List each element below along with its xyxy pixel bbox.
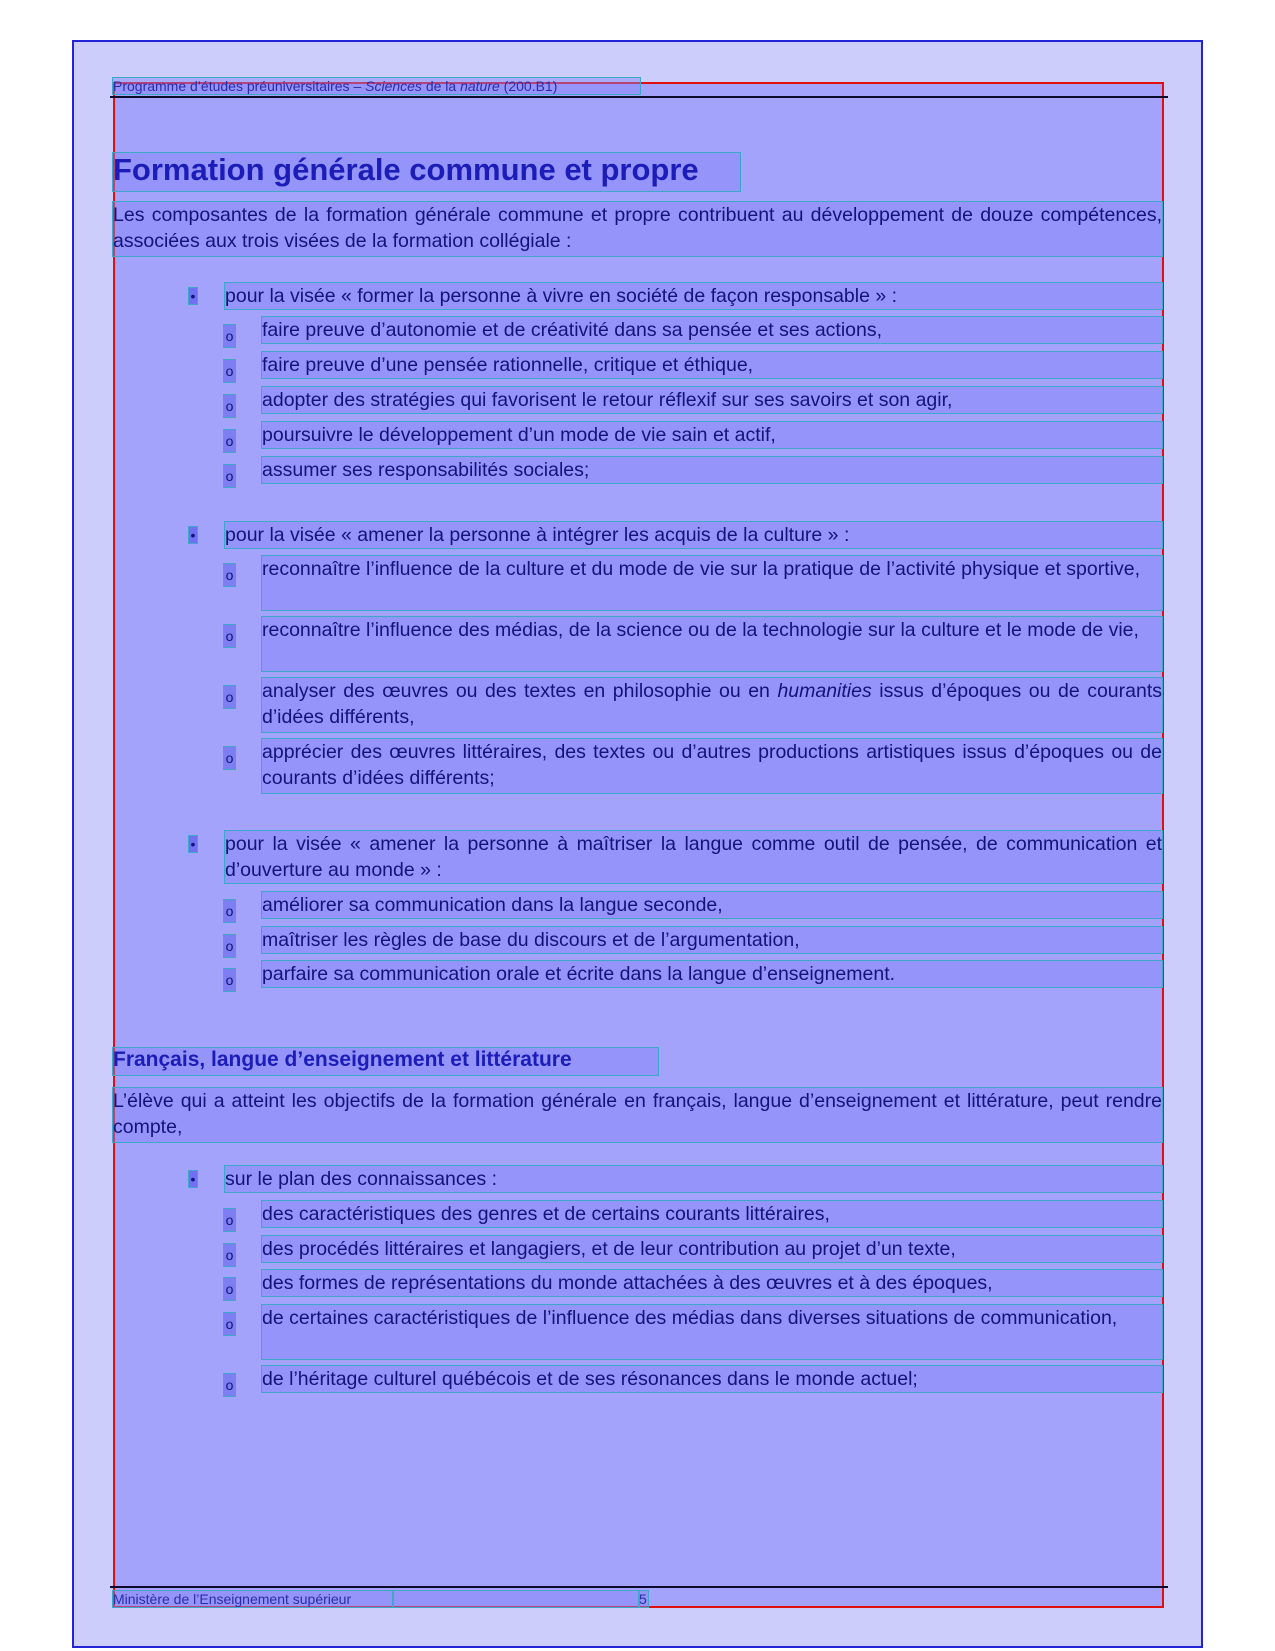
sub-bullet-icon: o — [224, 1244, 235, 1266]
list-item: des procédés littéraires et langagiers, et de leur contribution au projet d’un texte, — [262, 1236, 1162, 1262]
section-intro: Les composantes de la formation générale commune et propre contribuent au développement de douze compétences, associées aux trois visées de la formation collégiale : — [113, 202, 1162, 256]
list-item: des caractéristiques des genres et de certains courants littéraires, — [262, 1201, 1162, 1227]
header-italic2: nature — [460, 78, 500, 94]
bullet-icon: • — [190, 836, 196, 852]
list-item: améliorer sa communication dans la langue seconde, — [262, 892, 1162, 918]
sub-bullet-icon: o — [224, 465, 235, 487]
sub-bullet-icon: o — [224, 1278, 235, 1300]
list-item: apprécier des œuvres littéraires, des textes ou d’autres productions artistiques issus d’époques ou de courants d’idées différents; — [262, 739, 1162, 793]
sub-bullet-icon: o — [224, 325, 235, 347]
footer-ministry: Ministère de l’Enseignement supérieur — [113, 1591, 393, 1607]
subsection-title: Français, langue d’enseignement et littérature — [113, 1048, 658, 1075]
header-italic: Sciences — [365, 78, 422, 94]
sub-bullet-icon: o — [224, 969, 235, 991]
bullet-icon: • — [190, 527, 196, 543]
list-item: de certaines caractéristiques de l’influence des médias dans diverses situations de communication, — [262, 1305, 1162, 1359]
header-suffix: (200.B1) — [499, 78, 558, 94]
list-item: analyser des œuvres ou des textes en philosophie ou en humanities issus d’époques ou de courants d’idées différents, — [262, 678, 1162, 732]
list-item: assumer ses responsabilités sociales; — [262, 457, 1162, 483]
list-item: faire preuve d’autonomie et de créativité dans sa pensée et ses actions, — [262, 317, 1162, 343]
list-item: reconnaître l’influence de la culture et du mode de vie sur la pratique de l’activité physique et sportive, — [262, 556, 1162, 610]
sub-bullet-icon: o — [224, 686, 235, 708]
sub-bullet-icon: o — [224, 395, 235, 417]
list-item: maîtriser les règles de base du discours et de l’argumentation, — [262, 927, 1162, 953]
bullet-icon: • — [190, 288, 196, 304]
list-item: parfaire sa communication orale et écrite dans la langue d’enseignement. — [262, 961, 1162, 987]
sub-bullet-icon: o — [224, 625, 235, 647]
list-item: de l’héritage culturel québécois et de ses résonances dans le monde actuel; — [262, 1366, 1162, 1392]
section-title: Formation générale commune et propre — [113, 153, 740, 191]
sub-bullet-icon: o — [224, 360, 235, 382]
subsection-intro: L’élève qui a atteint les objectifs de la formation générale en français, langue d’enseignement et littérature, peut rendre compte, — [113, 1088, 1162, 1142]
list-item: reconnaître l’influence des médias, de la science ou de la technologie sur la culture et le mode de vie, — [262, 617, 1162, 671]
running-header — [113, 78, 640, 94]
sub-bullet-icon: o — [224, 900, 235, 922]
page-number: 5 — [639, 1591, 647, 1607]
header-rule — [110, 96, 1168, 98]
list-item: des formes de représentations du monde attachées à des œuvres et à des époques, — [262, 1270, 1162, 1296]
sub-bullet-icon: o — [224, 1209, 235, 1231]
header-prefix: Programme d’études préuniversitaires – — [113, 78, 366, 94]
list-group-heading: pour la visée « amener la personne à maîtriser la langue comme outil de pensée, de communication et d’ouverture au monde » : — [225, 833, 1162, 881]
list-group-heading: pour la visée « former la personne à vivre en société de façon responsable » : — [225, 283, 1162, 309]
sub-bullet-icon: o — [224, 564, 235, 586]
list-item: adopter des stratégies qui favorisent le retour réflexif sur ses savoirs et son agir, — [262, 387, 1162, 413]
list-item: poursuivre le développement d’un mode de vie sain et actif, — [262, 422, 1162, 448]
footer-rule — [110, 1586, 1168, 1588]
list-item: faire preuve d’une pensée rationnelle, critique et éthique, — [262, 352, 1162, 378]
sub-bullet-icon: o — [224, 747, 235, 769]
sub-bullet-icon: o — [224, 430, 235, 452]
sub-bullet-icon: o — [224, 935, 235, 957]
sub-bullet-icon: o — [224, 1313, 235, 1335]
sub-bullet-icon: o — [224, 1374, 235, 1396]
header-mid: de la — [421, 78, 461, 94]
bullet-icon: • — [190, 1171, 196, 1187]
list-group-heading: sur le plan des connaissances : — [225, 1166, 1162, 1192]
list-group-heading: pour la visée « amener la personne à intégrer les acquis de la culture » : — [225, 522, 1162, 548]
footer-bar — [393, 1591, 639, 1607]
